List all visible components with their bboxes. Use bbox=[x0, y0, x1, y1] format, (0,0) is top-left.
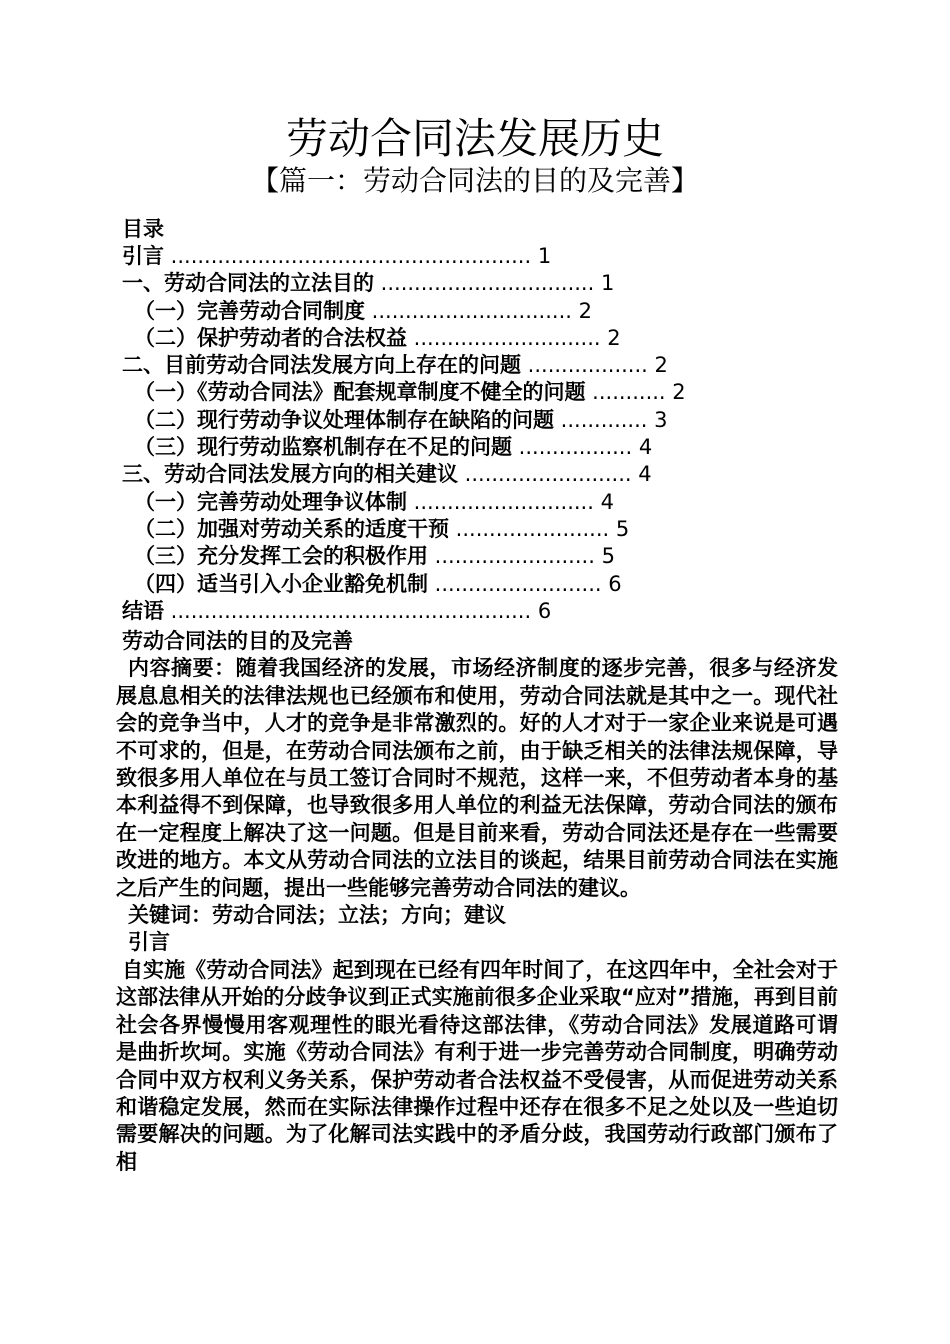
abstract-paragraph: 内容摘要：随着我国经济的发展，市场经济制度的逐步完善，很多与经济发展息息相关的法律法规也已经颁布和使用，劳动合同法就是其中之一。现代社会的竞争当中，人才的竞争是非常激烈的。好的人才对于一家企业来说是可遇不可求的，但是，在劳动合同法颁布之前，由于缺乏相关的法律法规保障，导致很多用人单位在与员工签订合同时不规范，这样一来，不但劳动者本身的基本利益得不到保障，也导致很多用人单位的利益无法保障，劳动合同法的颁布在一定程度上解决了这一问题。但是目前来看，劳动合同法还是存在一些需要改进的地方。本文从劳动合同法的立法目的谈起，结果目前劳动合同法在实施之后产生的问题，提出一些能够完善劳动合同法的建议。 bbox=[116, 656, 838, 900]
toc-entry-page: 5 bbox=[594, 544, 615, 569]
toc-heading: 目录 bbox=[122, 217, 164, 241]
intro-paragraph: 自实施《劳动合同法》起到现在已经有四年时间了，在这四年中，全社会对于这部法律从开始的分歧争议到正式实施前很多企业采取“应对”措施，再到目前社会各界慢慢用客观理性的眼光看待这部法律，《劳动合同法》发展道路可谓是曲折坎坷。实施《劳动合同法》有利于进一步完善劳动合同制度，明确劳动合同中双方权利义务关系，保护劳动者合法权益不受侵害，从而促进劳动关系和谐稳定发展，然而在实际法律操作过程中还存在很多不足之处以及一些迫切需要解决的问题。为了化解司法实践中的矛盾分歧，我国劳动行政部门颁布了相 bbox=[116, 957, 838, 1174]
toc-entry-label: （二）现行劳动争议处理体制存在缺陷的问题 bbox=[134, 407, 554, 432]
toc-entry-section-3-4[interactable] bbox=[122, 571, 842, 598]
section-title: 劳动合同法的目的及完善 bbox=[122, 629, 353, 653]
toc-entry-page: 2 bbox=[600, 325, 621, 350]
toc-entry-page: 4 bbox=[631, 462, 652, 487]
document-subtitle: 【篇一：劳动合同法的目的及完善】 bbox=[250, 164, 699, 197]
toc-entry-label: （一）完善劳动处理争议体制 bbox=[134, 489, 407, 514]
toc-entry-leader: ....................... bbox=[449, 516, 610, 541]
toc-entry-section-3[interactable] bbox=[122, 461, 842, 488]
toc-entry-label: 结语 bbox=[122, 598, 164, 623]
toc-entry-page: 6 bbox=[531, 598, 552, 623]
toc-entry-leader: ................................ bbox=[374, 271, 595, 296]
toc-entry-section-1-1[interactable] bbox=[122, 298, 842, 325]
toc-entry-page: 3 bbox=[647, 407, 668, 432]
toc-entry-page: 1 bbox=[531, 244, 552, 268]
table-of-contents bbox=[122, 216, 842, 625]
toc-entry-leader: ............. bbox=[554, 407, 648, 432]
toc-entry-label: （一）完善劳动合同制度 bbox=[134, 298, 365, 323]
toc-entry-intro[interactable] bbox=[122, 243, 842, 270]
toc-entry-label: （三）充分发挥工会的积极作用 bbox=[134, 544, 428, 569]
toc-entry-leader: ............................ bbox=[407, 325, 601, 350]
toc-entry-section-3-3[interactable] bbox=[122, 543, 842, 570]
keywords-line: 关键词：劳动合同法；立法；方向；建议 bbox=[128, 903, 506, 928]
intro-heading: 引言 bbox=[128, 930, 170, 955]
toc-entry-leader: ...................................................... bbox=[164, 598, 532, 623]
toc-entry-leader: ...................................................... bbox=[164, 244, 532, 268]
toc-entry-leader: ........... bbox=[585, 380, 666, 405]
toc-entry-page: 1 bbox=[594, 271, 615, 296]
toc-entry-leader: ................. bbox=[512, 435, 633, 460]
toc-entry-label: （二）保护劳动者的合法权益 bbox=[134, 325, 407, 350]
toc-entry-label: 引言 bbox=[122, 244, 164, 268]
toc-entry-page: 2 bbox=[647, 353, 668, 378]
document-body bbox=[116, 628, 838, 1176]
toc-entry-leader: ........................ bbox=[428, 544, 595, 569]
toc-entry-page: 4 bbox=[593, 489, 614, 514]
toc-entry-label: 二、目前劳动合同法发展方向上存在的问题 bbox=[122, 353, 521, 378]
toc-entry-label: （二）加强对劳动关系的适度干预 bbox=[134, 516, 449, 541]
toc-entry-section-3-1[interactable] bbox=[122, 489, 842, 516]
toc-entry-label: 一、劳动合同法的立法目的 bbox=[122, 271, 374, 296]
toc-entry-label: （四）适当引入小企业豁免机制 bbox=[134, 571, 428, 596]
toc-entry-section-2[interactable] bbox=[122, 352, 842, 379]
toc-entry-leader: ......................... bbox=[458, 462, 632, 487]
toc-entry-section-2-3[interactable] bbox=[122, 434, 842, 461]
toc-entry-label: （一）《劳动合同法》配套规章制度不健全的问题 bbox=[134, 380, 586, 405]
toc-entry-section-2-2[interactable] bbox=[122, 407, 842, 434]
toc-entry-conclusion[interactable] bbox=[122, 598, 842, 625]
toc-entry-leader: .................. bbox=[521, 353, 648, 378]
document-title: 劳动合同法发展历史 bbox=[285, 114, 664, 163]
toc-entry-label: （三）现行劳动监察机制存在不足的问题 bbox=[134, 435, 512, 460]
toc-entry-page: 2 bbox=[571, 298, 592, 323]
toc-entry-leader: ......................... bbox=[428, 571, 602, 596]
toc-entry-section-2-1[interactable] bbox=[122, 379, 842, 406]
toc-entry-label: 三、劳动合同法发展方向的相关建议 bbox=[122, 462, 458, 487]
toc-entry-page: 2 bbox=[665, 380, 686, 405]
toc-entry-section-3-2[interactable] bbox=[122, 516, 842, 543]
toc-entry-page: 6 bbox=[601, 571, 622, 596]
toc-entry-section-1[interactable] bbox=[122, 270, 842, 297]
toc-entry-leader: .............................. bbox=[365, 298, 572, 323]
toc-entry-leader: ........................... bbox=[407, 489, 594, 514]
toc-entry-section-1-2[interactable] bbox=[122, 325, 842, 352]
toc-entry-page: 5 bbox=[609, 516, 630, 541]
toc-entry-page: 4 bbox=[632, 435, 653, 460]
